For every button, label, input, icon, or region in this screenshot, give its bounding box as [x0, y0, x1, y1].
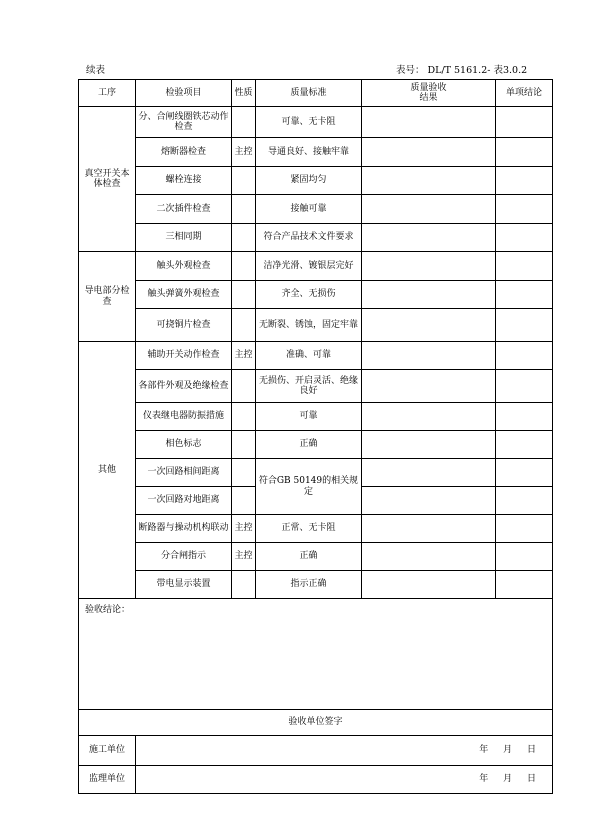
- table-row: [79, 403, 553, 431]
- item-cell: 一次回路对地距离: [136, 487, 232, 515]
- supervision-sign-cell[interactable]: [136, 766, 553, 794]
- table-row: [79, 252, 553, 281]
- process-cell: 其他: [79, 342, 136, 599]
- item-cell: 各部件外观及绝缘检查: [136, 370, 232, 403]
- col-header-item: 检验项目: [136, 80, 232, 107]
- conclusion-cell[interactable]: [496, 138, 553, 167]
- standard-cell: 正确: [256, 431, 362, 459]
- item-cell: 断路器与操动机构联动: [136, 515, 232, 543]
- supervision-unit-label: 监理单位: [79, 766, 136, 794]
- result-cell[interactable]: [362, 515, 496, 543]
- standard-cell: 齐全、无损伤: [256, 281, 362, 309]
- day-label: 日: [526, 774, 536, 785]
- day-label: 日: [526, 745, 536, 756]
- nature-cell: 主控: [232, 138, 256, 167]
- result-cell[interactable]: [362, 309, 496, 342]
- standard-cell: 正常、无卡阻: [256, 515, 362, 543]
- supervision-sign-row: [79, 766, 553, 794]
- result-cell[interactable]: [362, 431, 496, 459]
- item-cell: 触头外观检查: [136, 252, 232, 281]
- conclusion-cell[interactable]: [496, 487, 553, 515]
- conclusion-cell[interactable]: [496, 370, 553, 403]
- result-cell[interactable]: [362, 107, 496, 138]
- table-row: [79, 431, 553, 459]
- table-header-row: [79, 80, 553, 107]
- inspection-table: [78, 79, 553, 794]
- result-cell[interactable]: [362, 370, 496, 403]
- table-row: [79, 138, 553, 167]
- conclusion-cell[interactable]: [496, 167, 553, 195]
- standard-cell: 符合产品技术文件要求: [256, 224, 362, 252]
- table-row: [79, 309, 553, 342]
- item-cell: 三相同期: [136, 224, 232, 252]
- conclusion-label: 验收结论：: [85, 605, 131, 615]
- item-cell: 带电显示装置: [136, 571, 232, 599]
- conclusion-cell[interactable]: [496, 309, 553, 342]
- table-row: [79, 107, 553, 138]
- item-cell: 二次插件检查: [136, 195, 232, 224]
- col-header-process: 工序: [79, 80, 136, 107]
- item-cell: 螺栓连接: [136, 167, 232, 195]
- conclusion-cell[interactable]: [496, 224, 553, 252]
- nature-cell: [232, 431, 256, 459]
- result-cell[interactable]: [362, 167, 496, 195]
- result-cell[interactable]: [362, 252, 496, 281]
- year-label: 年: [479, 774, 489, 785]
- conclusion-cell[interactable]: [496, 571, 553, 599]
- standard-cell: 可靠、无卡阻: [256, 107, 362, 138]
- nature-cell: [232, 571, 256, 599]
- item-cell: 仪表继电器防振措施: [136, 403, 232, 431]
- conclusion-cell[interactable]: [496, 431, 553, 459]
- nature-cell: [232, 403, 256, 431]
- month-label: 月: [503, 774, 513, 785]
- nature-cell: [232, 167, 256, 195]
- table-row: [79, 571, 553, 599]
- form-number: 表号： DL/T 5161.2- 表3.0.2: [396, 65, 528, 76]
- result-cell[interactable]: [362, 487, 496, 515]
- standard-cell: 接触可靠: [256, 195, 362, 224]
- result-cell[interactable]: [362, 571, 496, 599]
- month-label: 月: [503, 745, 513, 756]
- conclusion-cell[interactable]: [496, 342, 553, 370]
- item-cell: 分、合闸线圈铁芯动作检查: [136, 107, 232, 138]
- table-row: [79, 459, 553, 487]
- item-cell: 一次回路相间距离: [136, 459, 232, 487]
- conclusion-cell[interactable]: [496, 543, 553, 571]
- col-header-result: 质量验收 结果: [362, 80, 496, 107]
- conclusion-cell[interactable]: [496, 281, 553, 309]
- table-row: [79, 370, 553, 403]
- standard-cell: 符合GB 50149的相关规定: [256, 459, 362, 515]
- standard-cell: 无断裂、锈蚀，固定牢靠: [256, 309, 362, 342]
- item-cell: 触头弹簧外观检查: [136, 281, 232, 309]
- table-row: [79, 515, 553, 543]
- nature-cell: 主控: [232, 342, 256, 370]
- standard-cell: 导通良好、接触牢靠: [256, 138, 362, 167]
- result-cell[interactable]: [362, 403, 496, 431]
- table-row: [79, 281, 553, 309]
- standard-cell: 正确: [256, 543, 362, 571]
- nature-cell: [232, 487, 256, 515]
- item-cell: 辅助开关动作检查: [136, 342, 232, 370]
- nature-cell: 主控: [232, 543, 256, 571]
- conclusion-cell[interactable]: [496, 515, 553, 543]
- col-header-standard: 质量标准: [256, 80, 362, 107]
- construction-unit-label: 施工单位: [79, 736, 136, 766]
- conclusion-cell[interactable]: [496, 252, 553, 281]
- table-row: [79, 543, 553, 571]
- nature-cell: 主控: [232, 515, 256, 543]
- nature-cell: [232, 252, 256, 281]
- standard-cell: 指示正确: [256, 571, 362, 599]
- conclusion-cell[interactable]: [496, 107, 553, 138]
- nature-cell: [232, 224, 256, 252]
- nature-cell: [232, 107, 256, 138]
- conclusion-cell[interactable]: [496, 195, 553, 224]
- acceptance-conclusion[interactable]: [79, 599, 553, 710]
- col-header-conclusion: 单项结论: [496, 80, 553, 107]
- table-row: [79, 195, 553, 224]
- result-cell[interactable]: [362, 281, 496, 309]
- standard-cell: 紧固均匀: [256, 167, 362, 195]
- sign-title-row: [79, 710, 553, 736]
- sign-title: 验收单位签字: [79, 710, 553, 736]
- col-header-nature: 性质: [232, 80, 256, 107]
- construction-sign-cell[interactable]: [136, 736, 553, 766]
- standard-cell: 可靠: [256, 403, 362, 431]
- conclusion-row: [79, 599, 553, 710]
- result-cell[interactable]: [362, 224, 496, 252]
- result-cell[interactable]: [362, 543, 496, 571]
- result-cell[interactable]: [362, 138, 496, 167]
- standard-cell: 准确、可靠: [256, 342, 362, 370]
- table-row: [79, 167, 553, 195]
- nature-cell: [232, 370, 256, 403]
- nature-cell: [232, 309, 256, 342]
- continued-label: 续表: [86, 65, 106, 76]
- item-cell: 相色标志: [136, 431, 232, 459]
- conclusion-cell[interactable]: [496, 459, 553, 487]
- nature-cell: [232, 459, 256, 487]
- table-row: [79, 224, 553, 252]
- process-cell: 真空开关本体检查: [79, 107, 136, 252]
- item-cell: 熔断器检查: [136, 138, 232, 167]
- nature-cell: [232, 195, 256, 224]
- process-cell: 导电部分检查: [79, 252, 136, 342]
- construction-sign-row: [79, 736, 553, 766]
- conclusion-cell[interactable]: [496, 403, 553, 431]
- nature-cell: [232, 281, 256, 309]
- result-cell[interactable]: [362, 459, 496, 487]
- item-cell: 分合闸指示: [136, 543, 232, 571]
- standard-cell: 洁净光滑、镀银层完好: [256, 252, 362, 281]
- table-row: [79, 342, 553, 370]
- result-cell[interactable]: [362, 195, 496, 224]
- item-cell: 可挠铜片检查: [136, 309, 232, 342]
- standard-cell: 无损伤、开启灵活、绝缘良好: [256, 370, 362, 403]
- year-label: 年: [479, 745, 489, 756]
- result-cell[interactable]: [362, 342, 496, 370]
